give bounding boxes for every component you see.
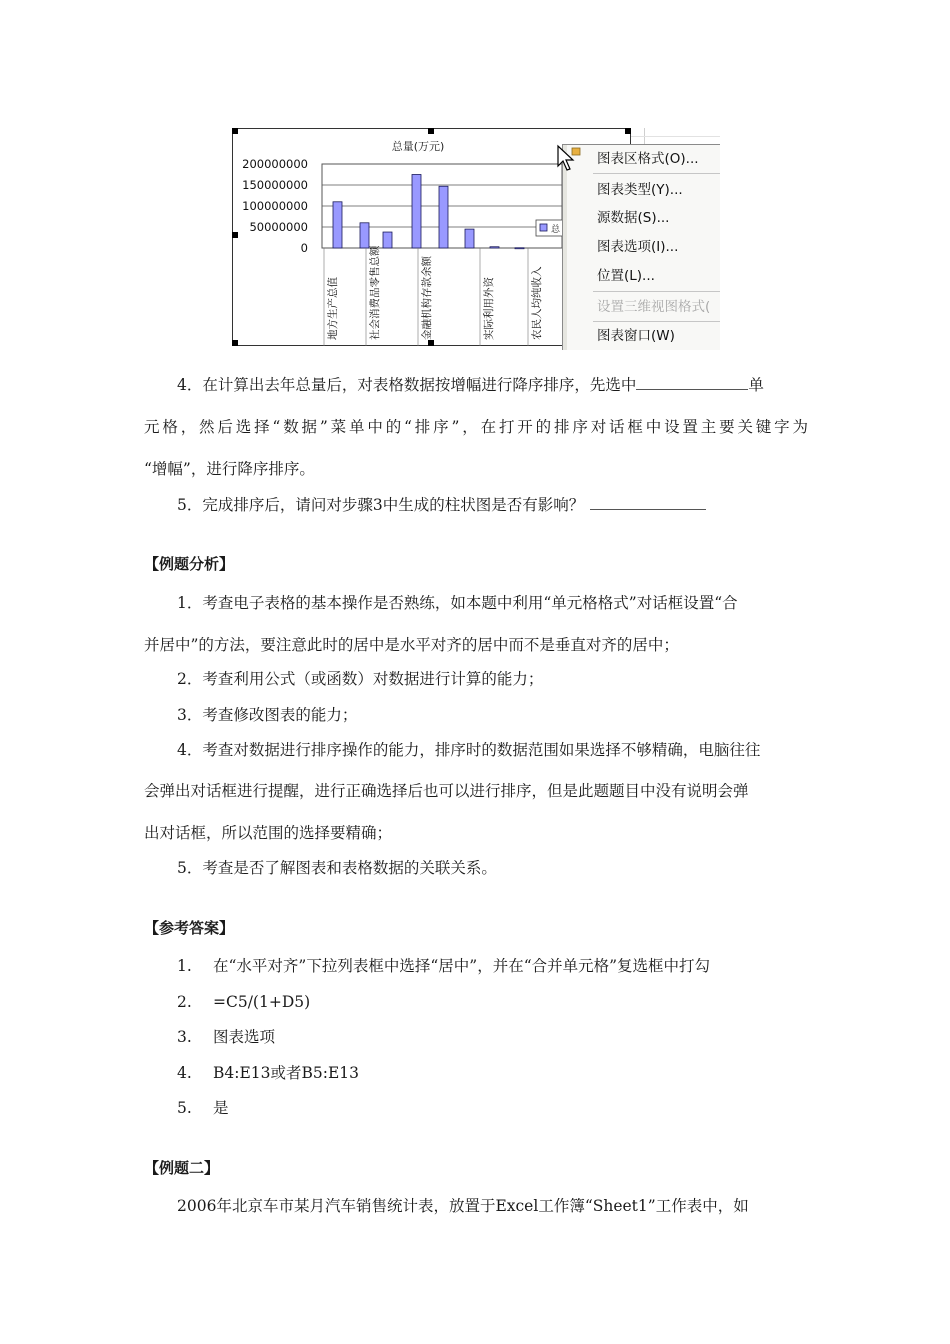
- question-5: [177, 494, 841, 516]
- question-4-line-3: “增幅”，进行降序排序。: [144, 460, 315, 478]
- menu-separator: [593, 291, 720, 292]
- answer-text: =C5/(1+D5): [213, 993, 311, 1011]
- x-category-label: 实际利用外资: [483, 277, 495, 340]
- menu-item-chart-type[interactable]: 图表类型(Y)...: [597, 182, 683, 198]
- example-2-paragraph: 2006年北京车市某月汽车销售统计表，放置于Excel工作簿“Sheet1”工作表中，如: [177, 1197, 749, 1215]
- analysis-1-line-2: 并居中”的方法，要注意此时的居中是水平对齐的居中而不是垂直对齐的居中；: [144, 636, 679, 654]
- answer-number: 4.: [177, 1064, 192, 1082]
- bar: [490, 247, 499, 248]
- x-category-label: 地方生产总值: [327, 277, 339, 340]
- y-tick-label: 50000000: [249, 220, 308, 234]
- bar: [383, 232, 392, 248]
- legend-swatch: [540, 224, 547, 231]
- bar: [360, 223, 369, 248]
- answers-heading: 【参考答案】: [144, 919, 235, 937]
- menu-item-chart-options[interactable]: 图表选项(I)...: [597, 239, 679, 255]
- mouse-pointer-icon: [556, 144, 584, 172]
- answer-text: 图表选项: [213, 1028, 276, 1046]
- question-5-text: 5．完成排序后，请问对步骤3中生成的柱状图是否有影响？: [177, 496, 585, 514]
- analysis-heading: 【例题分析】: [144, 555, 235, 573]
- analysis-2: 2．考查利用公式（或函数）对数据进行计算的能力；: [177, 670, 544, 688]
- chart-screenshot: [232, 128, 720, 350]
- menu-item-chart-area-format[interactable]: 图表区格式(O)...: [597, 151, 699, 167]
- answer-3: [177, 1026, 841, 1048]
- example-2-heading: 【例题二】: [144, 1159, 220, 1177]
- grid-line: [631, 136, 720, 137]
- answer-number: 2.: [177, 993, 192, 1011]
- question-4-line-2: 元格，然后选择“数据”菜单中的“排序”，在打开的排序对话框中设置主要关键字为: [144, 418, 808, 436]
- legend-label: 总: [551, 225, 561, 235]
- y-tick-label: 150000000: [242, 178, 308, 192]
- question-4-text-end: 单: [748, 376, 764, 394]
- answer-number: 1.: [177, 957, 192, 975]
- bar: [465, 229, 474, 248]
- context-menu: [562, 144, 720, 350]
- menu-item-3d-view-format: 设置三维视图格式(: [597, 299, 711, 315]
- bar: [439, 186, 448, 248]
- x-category-label: 农民人均纯收入: [531, 266, 543, 340]
- menu-icon-strip: [563, 145, 567, 350]
- answer-blank[interactable]: [636, 374, 748, 390]
- answer-number: 3.: [177, 1028, 192, 1046]
- menu-item-chart-window[interactable]: 图表窗口(W): [597, 328, 675, 344]
- menu-separator: [593, 173, 720, 174]
- analysis-4-line-3: 出对话框，所以范围的选择要精确；: [144, 824, 393, 842]
- answer-2: [177, 991, 841, 1013]
- bar: [515, 248, 524, 249]
- bar: [412, 175, 421, 249]
- chart-title: 总量(万元): [391, 140, 445, 153]
- x-category-label: 金融机构存款余额: [421, 256, 433, 340]
- bar: [333, 202, 342, 248]
- answer-text: B4:E13或者B5:E13: [213, 1064, 360, 1082]
- analysis-3: 3．考查修改图表的能力；: [177, 706, 358, 724]
- answer-4: [177, 1062, 841, 1084]
- analysis-4-line-1: 4．考查对数据进行排序操作的能力，排序时的数据范围如果选择不够精确，电脑往往: [177, 741, 761, 759]
- question-4-text: 4．在计算出去年总量后，对表格数据按增幅进行降序排序，先选中: [177, 376, 637, 394]
- answer-blank[interactable]: [590, 494, 706, 510]
- y-tick-label: 200000000: [242, 157, 308, 171]
- menu-item-location[interactable]: 位置(L)...: [597, 268, 655, 284]
- answer-5: [177, 1097, 841, 1119]
- y-tick-label: 0: [300, 241, 308, 255]
- y-tick-label: 100000000: [242, 199, 308, 213]
- menu-item-source-data[interactable]: 源数据(S)...: [597, 210, 670, 226]
- analysis-1-line-1: 1．考查电子表格的基本操作是否熟练，如本题中利用“单元格格式”对话框设置“合: [177, 594, 738, 612]
- answer-text: 是: [213, 1099, 229, 1117]
- menu-separator: [593, 321, 720, 322]
- answer-number: 5.: [177, 1099, 192, 1117]
- analysis-5: 5．考查是否了解图表和表格数据的关联关系。: [177, 859, 497, 877]
- answer-1: [177, 955, 841, 977]
- question-4-line-1: [177, 374, 841, 396]
- x-category-label: 社会消费品零售总额: [369, 245, 381, 340]
- analysis-4-line-2: 会弹出对话框进行提醒，进行正确选择后也可以进行排序，但是此题题目中没有说明会弹: [144, 782, 749, 800]
- answer-text: 在“水平对齐”下拉列表框中选择“居中”，并在“合并单元格”复选框中打勾: [213, 957, 711, 975]
